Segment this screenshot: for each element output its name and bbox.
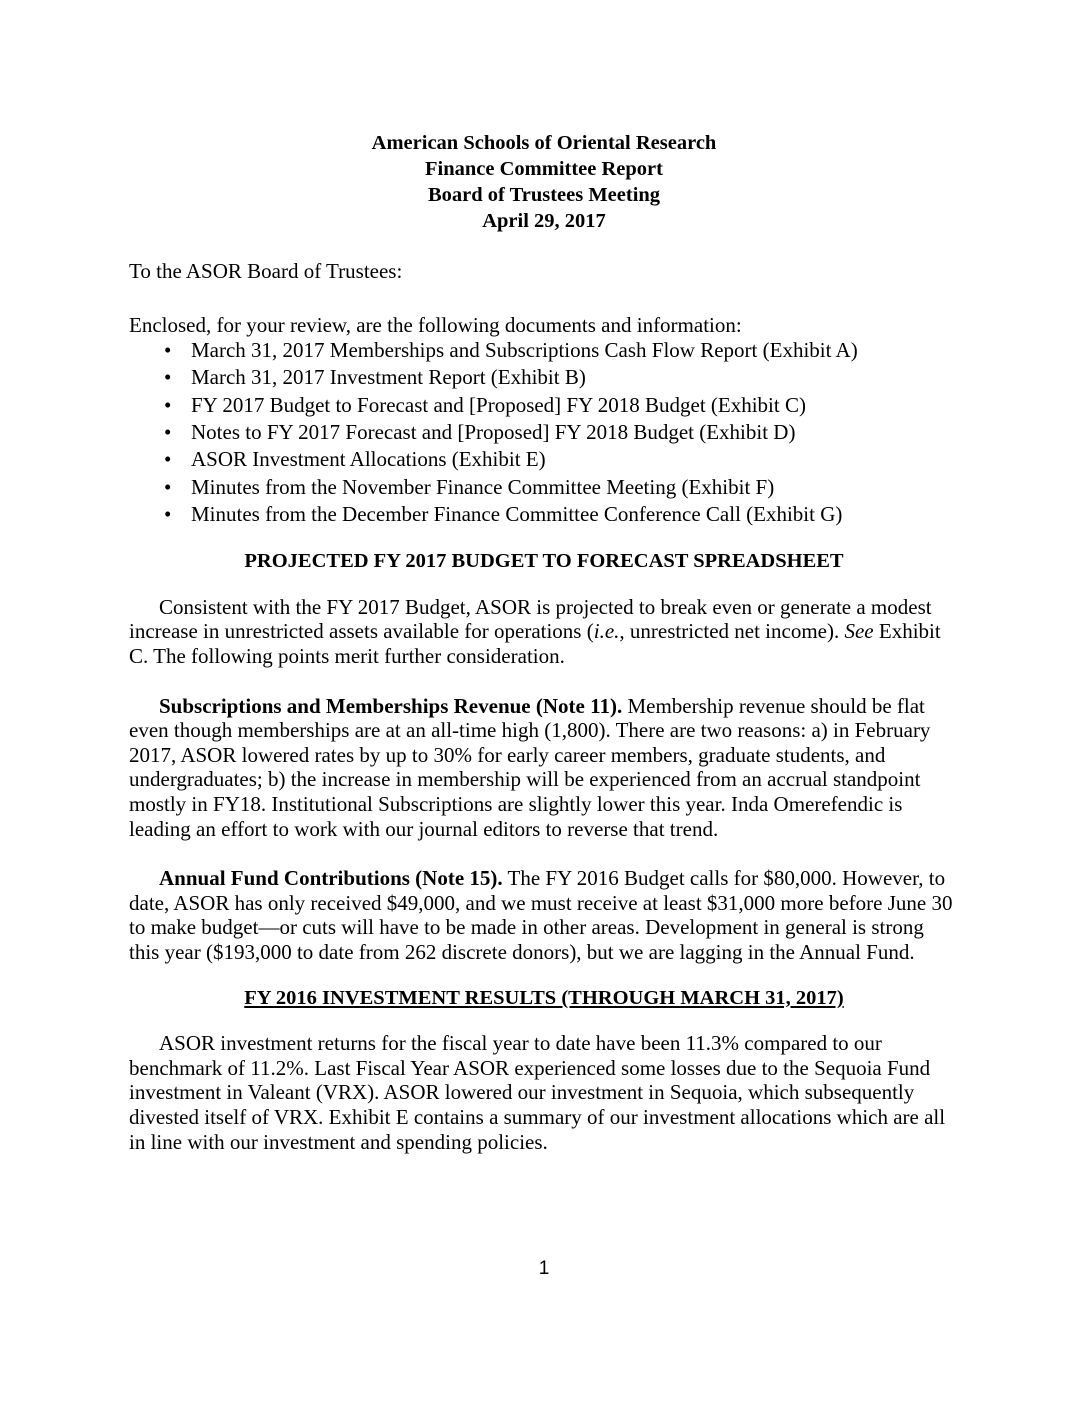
organization-name: American Schools of Oriental Research [371, 132, 717, 154]
text-run: unrestricted net income). [624, 619, 845, 644]
bullet-icon: • [164, 365, 172, 390]
exhibit-label: March 31, 2017 Memberships and Subscriptions Cash Flow Report (Exhibit A) [191, 338, 858, 363]
paragraph-annual-fund [129, 866, 959, 964]
paragraph-investment-results: ASOR investment returns for the fiscal year to date have been 11.3% compared to our benchmark of 11.2%. Last Fiscal Year ASOR experienced some losses due to the Sequoia Fund investment in Valeant (VRX). ASOR lowered our investment in Sequoia, which subsequently divested itself of VRX. Exhibit E contains a summary of our investment allocations which are all in line with our investment and spending policies. [129, 1031, 946, 1154]
section-heading-budget: PROJECTED FY 2017 BUDGET TO FORECAST SPREADSHEET [244, 550, 844, 573]
meeting-date: April 29, 2017 [482, 210, 606, 232]
paragraph-lead: Annual Fund Contributions (Note 15). [159, 866, 503, 891]
exhibit-label: March 31, 2017 Investment Report (Exhibit B) [191, 365, 586, 390]
paragraph-lead: Subscriptions and Memberships Revenue (Note 11). [159, 693, 623, 718]
salutation: To the ASOR Board of Trustees: [129, 259, 403, 283]
report-title: Finance Committee Report [425, 158, 663, 180]
exhibit-label: Notes to FY 2017 Forecast and [Proposed] FY 2018 Budget (Exhibit D) [191, 420, 796, 445]
list-item [164, 474, 959, 501]
exhibit-label: Minutes from the December Finance Committee Conference Call (Exhibit G) [191, 501, 843, 526]
bullet-icon: • [164, 338, 172, 363]
list-item [164, 364, 959, 391]
bullet-icon: • [164, 392, 172, 417]
text-run: Exhibit C. The following points merit further consideration. [129, 619, 941, 669]
exhibit-label: FY 2017 Budget to Forecast and [Proposed] FY 2018 Budget (Exhibit C) [191, 392, 806, 417]
exhibit-label: ASOR Investment Allocations (Exhibit E) [191, 447, 546, 472]
bullet-icon: • [164, 501, 172, 526]
page-number: 1 [538, 1258, 550, 1279]
intro-text: Enclosed, for your review, are the following documents and information: [129, 312, 742, 337]
list-item [164, 392, 959, 419]
text-run-italic: See [844, 619, 874, 644]
bullet-icon: • [164, 474, 172, 499]
text-run: Consistent with the FY 2017 Budget, ASOR is projected to break even or generate a modest increase in unrestricted assets available for operations ( [129, 594, 932, 644]
paragraph-body: Membership revenue should be flat even though memberships are at an all-time high (1,800). There are two reasons: a) in February 2017, ASOR lowered rates by up to 30% for early career members, graduate students, and undergraduates; b) the increase in membership will be experienced from an accrual standpoint mostly in FY18. Institutional Subscriptions are slightly lower this year. Inda Omerefendic is leading an effort to work with our journal editors to reverse that trend. [129, 693, 931, 841]
bullet-icon: • [164, 420, 172, 445]
report-header [129, 130, 959, 234]
list-item [164, 419, 959, 446]
bullet-icon: • [164, 447, 172, 472]
paragraph-memberships-revenue [129, 694, 959, 842]
text-run-italic: i.e., [593, 619, 625, 644]
exhibit-label: Minutes from the November Finance Committee Meeting (Exhibit F) [191, 474, 775, 499]
paragraph-body: The FY 2016 Budget calls for $80,000. However, to date, ASOR has only received $49,000, and we must receive at least $31,000 more before June 30 to make budget—or cuts will have to be made in other areas. Development in general is strong this year ($193,000 to date from 262 discrete donors), but we are lagging in the Annual Fund. [129, 866, 953, 964]
section-heading-investment: FY 2016 INVESTMENT RESULTS (THROUGH MARCH 31, 2017) [244, 986, 844, 1009]
list-item [164, 446, 959, 473]
paragraph-budget-overview [129, 595, 959, 669]
list-item [164, 501, 959, 528]
exhibit-list [129, 337, 959, 528]
list-item [164, 337, 959, 364]
meeting-name: Board of Trustees Meeting [427, 184, 661, 206]
report-page [129, 130, 959, 1154]
